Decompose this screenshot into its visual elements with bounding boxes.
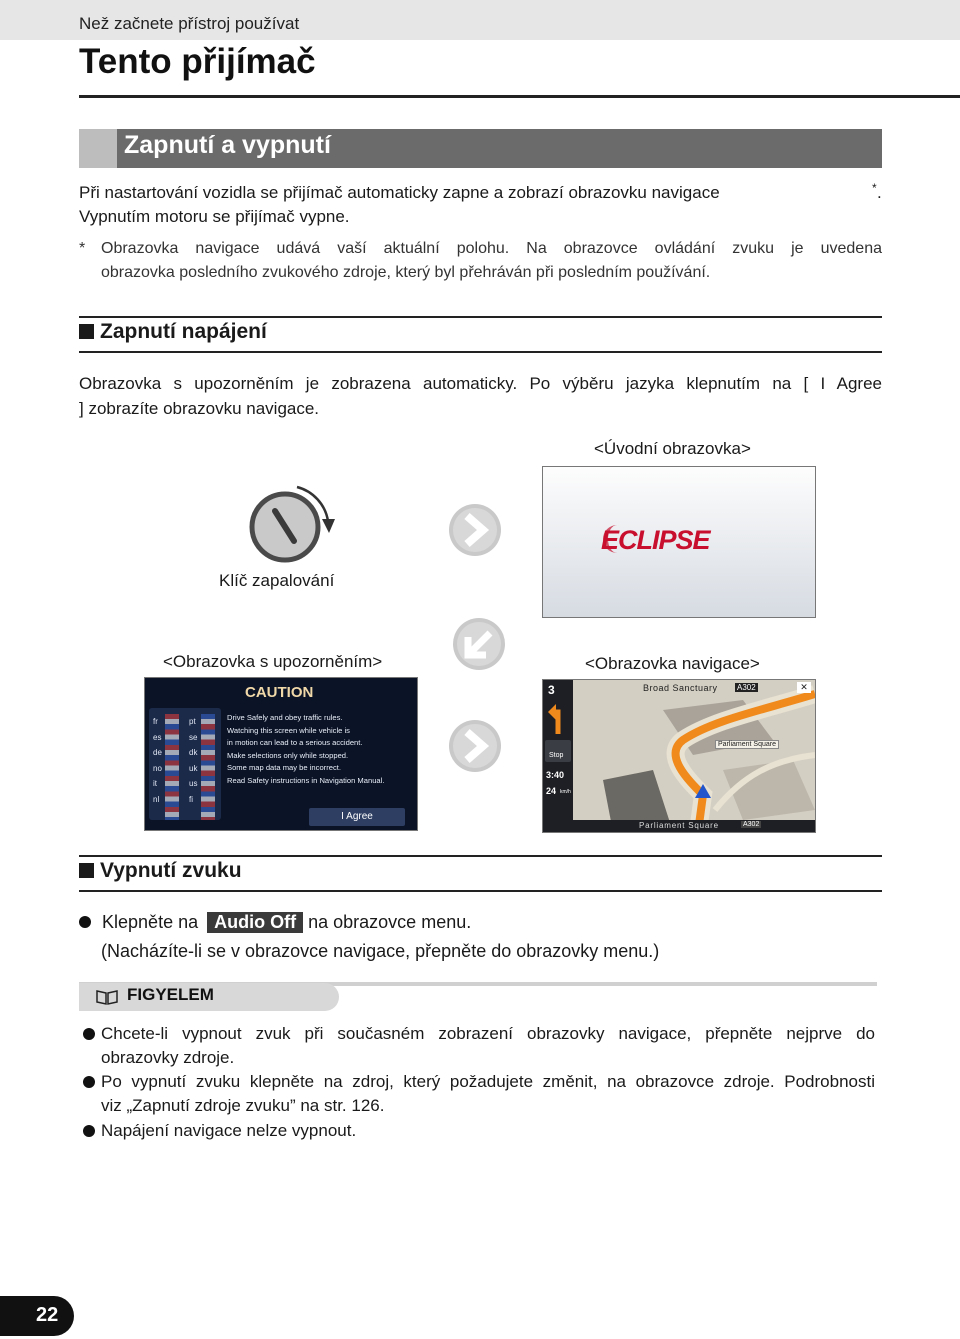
nav-distance: 3: [548, 683, 555, 697]
warning-screen: [144, 677, 418, 831]
close-icon[interactable]: ✕: [797, 682, 811, 693]
warning-title: CAUTION: [245, 684, 314, 701]
eclipse-logo: ECLIPSE: [601, 525, 710, 555]
arrow-right-icon-1: [448, 503, 502, 557]
lang-dk[interactable]: dk: [189, 748, 198, 757]
warning-line: Read Safety instructions in Navigation Manual.: [227, 775, 385, 785]
subhead-rule-top: [79, 316, 882, 318]
nav-place-label: Parliament Square: [715, 740, 779, 749]
warning-line: Make selections only while stopped.: [227, 750, 349, 760]
caption-ignition-key: Klíč zapalování: [219, 571, 335, 590]
mute-rule-top: [79, 855, 882, 857]
intro-line-1: Při nastartování vozidla se přijímač automaticky zapne a zobrazí obrazovku navigace: [79, 183, 720, 202]
footnote-line-1: Obrazovka navigace udává vaší aktuální polohu. Na obrazovce ovládání zvuku je uvedena: [101, 240, 882, 257]
lang-us[interactable]: us: [189, 779, 198, 788]
arrow-right-icon-2: [448, 719, 502, 773]
power-on-heading-text: Zapnutí napájení: [100, 320, 267, 343]
flag-icons-right: [201, 714, 215, 820]
section-bar-accent: [79, 129, 117, 168]
bullet-icon: [83, 1076, 95, 1088]
arrow-down-left-icon: [452, 617, 506, 671]
nav-map: [543, 680, 815, 832]
flag-icons-left: [165, 714, 179, 820]
lang-de[interactable]: de: [153, 748, 162, 757]
note-item-1-line2: obrazovky zdroje.: [101, 1048, 235, 1067]
intro-star: *: [872, 181, 877, 195]
power-on-heading: [79, 320, 267, 344]
mute-rule-bottom: [79, 890, 882, 892]
stop-label: Stop: [549, 752, 564, 759]
note-label: FIGYELEM: [127, 985, 214, 1004]
book-icon: [95, 988, 119, 1006]
intro-period: .: [877, 183, 882, 202]
mute-heading: [79, 859, 242, 883]
intro-line-2: Vypnutím motoru se přijímač vypne.: [79, 207, 350, 226]
warning-line: in motion can lead to a serious accident.: [227, 738, 363, 748]
lang-fi[interactable]: fi: [189, 794, 193, 804]
i-agree-button[interactable]: I Agree: [309, 808, 405, 826]
note-item-2: [83, 1070, 875, 1118]
footnote-line-2: obrazovka posledního zvukového zdroje, který byl přehráván při posledním používání.: [101, 264, 711, 281]
bullet-icon: [83, 1028, 95, 1040]
lang-se[interactable]: se: [189, 732, 198, 742]
nav-speed-unit: km/h: [560, 789, 571, 795]
note-item-3: [83, 1119, 875, 1143]
page-number: 22: [36, 1304, 59, 1326]
warning-text: [227, 712, 384, 788]
lang-it[interactable]: it: [153, 779, 157, 788]
nav-top-road: A302: [737, 683, 756, 692]
power-on-text-2: ] zobrazíte obrazovku navigace.: [79, 399, 320, 418]
mute-line1-post: na obrazovce menu.: [308, 912, 472, 932]
turn-arrow-icon: [548, 700, 568, 734]
warning-line: Watching this screen while vehicle is: [227, 725, 350, 735]
ignition-key-icon: [245, 483, 340, 563]
language-list-left: [153, 714, 162, 807]
audio-off-button[interactable]: Audio Off: [207, 912, 303, 933]
nav-bottom-street: Parliament Square: [639, 821, 719, 830]
page-title: Tento přijímač: [79, 42, 316, 81]
lang-es[interactable]: es: [153, 732, 162, 742]
nav-bottom-road: A302: [743, 821, 760, 828]
note-item-1-line1: Chcete-li vypnout zvuk při současném zobrazení obrazovky navigace, přepněte nejprve do: [101, 1024, 875, 1043]
lang-pt[interactable]: pt: [189, 717, 196, 726]
title-divider: [79, 95, 960, 98]
nav-time: 3:40: [546, 770, 565, 780]
footnote-mark: *: [79, 240, 86, 257]
chapter-title: Než začnete přístroj používat: [79, 14, 300, 33]
caption-splash: <Úvodní obrazovka>: [594, 439, 751, 458]
lang-fr[interactable]: fr: [153, 717, 158, 726]
language-list-right: [189, 714, 197, 807]
eclipse-logo-swoosh: [603, 525, 648, 553]
subhead-rule-bottom: [79, 351, 882, 353]
note-item-3-line1: Napájení navigace nelze vypnout.: [101, 1121, 357, 1140]
mute-line-2: (Nacházíte-li se v obrazovce navigace, přepněte do obrazovky menu.): [101, 941, 660, 961]
nav-top-street: Broad Sanctuary: [643, 683, 718, 693]
square-bullet-icon: [79, 324, 94, 339]
section-title: Zapnutí a vypnutí: [124, 131, 331, 159]
mute-heading-text: Vypnutí zvuku: [100, 859, 242, 882]
lang-uk[interactable]: uk: [189, 763, 198, 773]
nav-speed: 24: [546, 786, 557, 796]
warning-line: Drive Safely and obey traffic rules.: [227, 713, 343, 722]
lang-no[interactable]: no: [153, 763, 162, 773]
mute-instruction: [79, 910, 471, 934]
navigation-screen: [542, 679, 816, 833]
power-on-text-1: Obrazovka s upozorněním je zobrazena automaticky. Po výběru jazyka klepnutím na [ I Agree: [79, 374, 882, 393]
bullet-icon: [83, 1125, 95, 1137]
note-item-2-line2: viz „Zapnutí zdroje zvuku” na str. 126.: [101, 1096, 385, 1115]
note-item-2-line1: Po vypnutí zvuku klepněte na zdroj, který požadujete změnit, na obrazovce zdroje. Podrobnosti: [101, 1072, 875, 1091]
note-item-1: [83, 1022, 875, 1070]
splash-screen: [542, 466, 816, 618]
caption-warning-screen: <Obrazovka s upozorněním>: [163, 652, 383, 671]
square-bullet-icon: [79, 863, 94, 878]
lang-nl[interactable]: nl: [153, 794, 160, 804]
warning-line: Some map data may be incorrect.: [227, 763, 341, 773]
bullet-icon: [79, 916, 91, 928]
caption-nav-screen: <Obrazovka navigace>: [585, 654, 760, 673]
mute-line1-pre: Klepněte na: [102, 912, 199, 932]
intro-paragraph: [79, 181, 883, 205]
